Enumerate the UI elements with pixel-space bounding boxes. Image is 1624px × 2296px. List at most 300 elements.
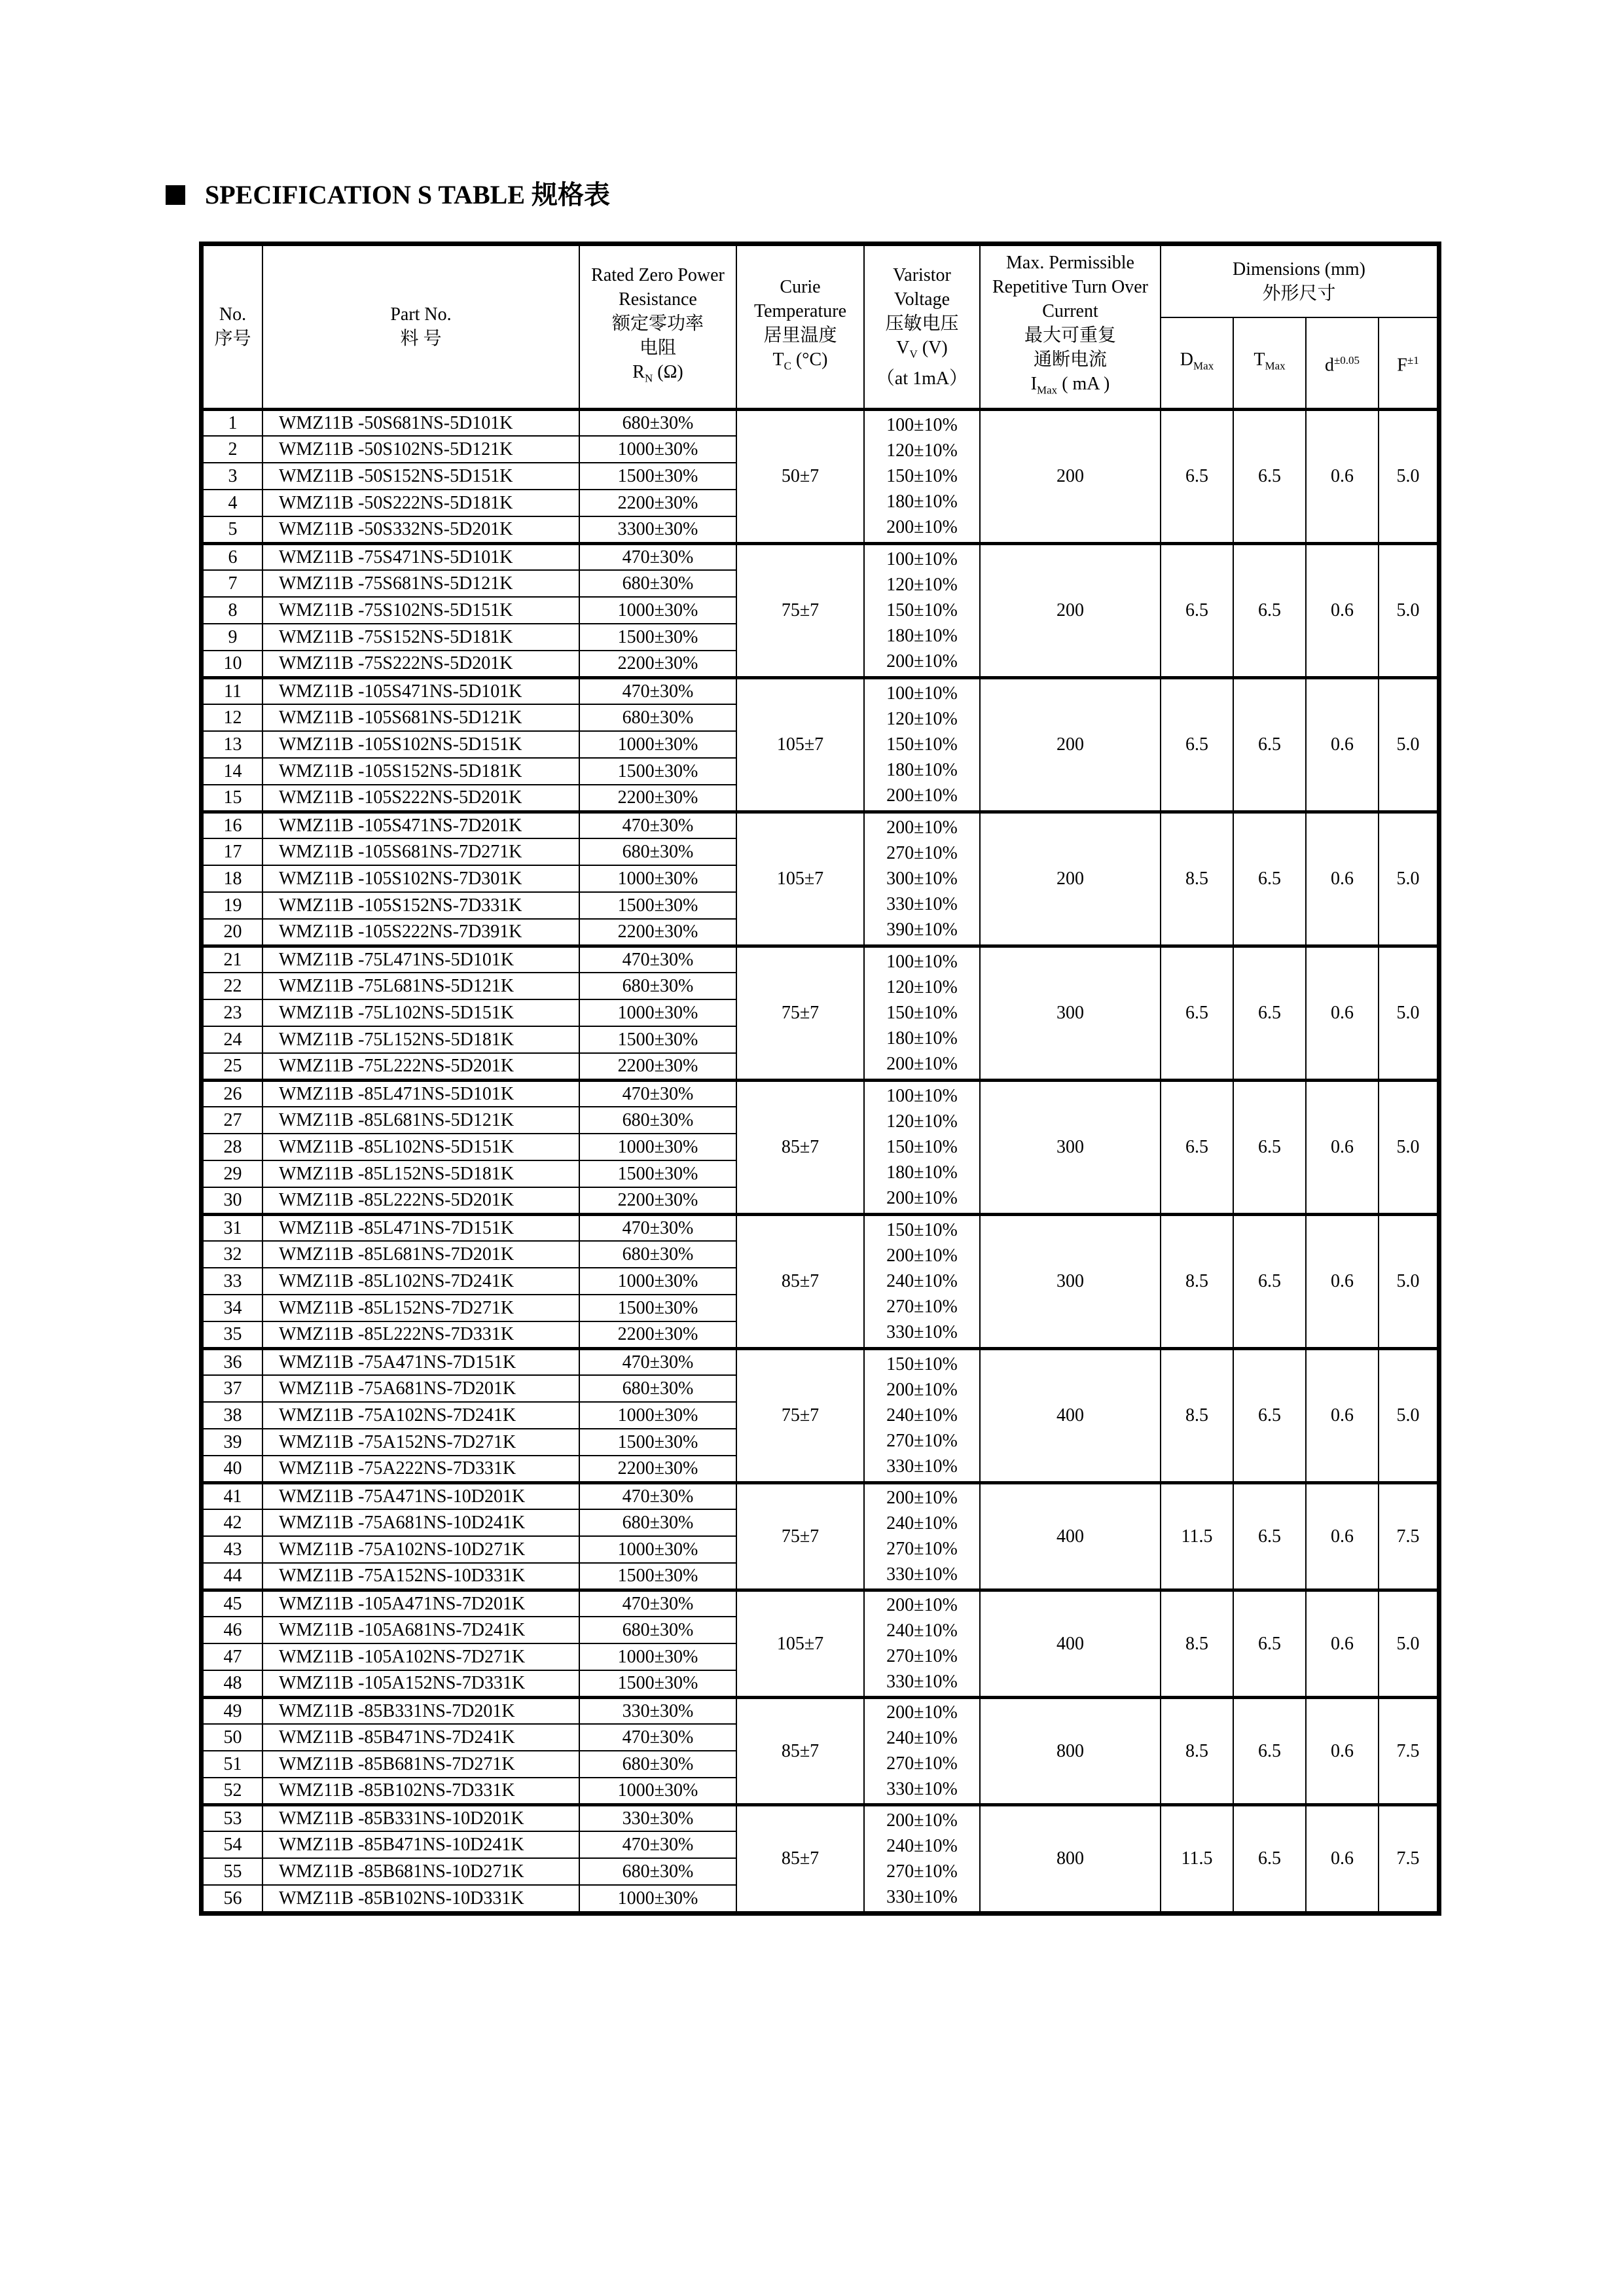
curie-temperature: 50±7	[736, 409, 864, 543]
part-number: WMZ11B -50S681NS-5D101K	[262, 409, 579, 436]
varistor-voltage: 330±10%	[886, 1322, 958, 1342]
varistor-voltage: 150±10%	[886, 466, 958, 486]
varistor-voltage: 200±10%	[886, 517, 958, 537]
row-number: 55	[203, 1858, 262, 1885]
table-row	[203, 409, 1437, 436]
varistor-voltage-list	[864, 677, 980, 812]
resistance-value: 1000±30%	[579, 436, 736, 463]
header-resistance: Rated Zero Power Resistance 额定零功率 电阻 $R_N$ (Ω)	[579, 245, 736, 409]
row-number: 6	[203, 543, 262, 570]
part-number: WMZ11B -75L102NS-5D151K	[262, 999, 579, 1026]
part-number: WMZ11B -85L152NS-7D271K	[262, 1295, 579, 1321]
dimension-t-max: 6.5	[1233, 812, 1306, 946]
varistor-voltage: 120±10%	[886, 440, 958, 461]
row-number: 14	[203, 758, 262, 785]
resistance-value: 680±30%	[579, 1241, 736, 1268]
row-number: 17	[203, 838, 262, 865]
row-number: 53	[203, 1804, 262, 1831]
part-number: WMZ11B -85L681NS-7D201K	[262, 1241, 579, 1268]
varistor-voltage: 200±10%	[886, 1595, 958, 1615]
max-current: 400	[980, 1590, 1161, 1697]
header-max-current: Max. Permissible Repetitive Turn Over Current 最大可重复 通断电流 $I_{Max}$ ( mA )	[980, 245, 1161, 409]
row-number: 45	[203, 1590, 262, 1617]
part-number: WMZ11B -75A152NS-7D271K	[262, 1429, 579, 1456]
resistance-value: 680±30%	[579, 1858, 736, 1885]
max-current: 200	[980, 812, 1161, 946]
max-current: 300	[980, 1080, 1161, 1214]
dimension-lead-diameter: 0.6	[1306, 1590, 1379, 1697]
varistor-voltage: 200±10%	[886, 1380, 958, 1400]
row-number: 31	[203, 1214, 262, 1241]
varistor-voltage: 330±10%	[886, 1886, 958, 1907]
table-row	[203, 677, 1437, 704]
row-number: 41	[203, 1482, 262, 1509]
header-dimensions: Dimensions (mm) 外形尺寸	[1161, 245, 1437, 317]
dimension-lead-diameter: 0.6	[1306, 1804, 1379, 1912]
resistance-value: 2200±30%	[579, 1321, 736, 1348]
resistance-value: 470±30%	[579, 1724, 736, 1751]
black-square-icon	[166, 185, 185, 205]
max-current: 800	[980, 1804, 1161, 1912]
resistance-value: 1000±30%	[579, 1134, 736, 1160]
varistor-voltage: 330±10%	[886, 1672, 958, 1692]
dimension-lead-spacing: 5.0	[1379, 677, 1437, 812]
row-number: 25	[203, 1053, 262, 1080]
varistor-voltage: 100±10%	[886, 415, 958, 435]
part-number: WMZ11B -75A471NS-7D151K	[262, 1348, 579, 1375]
dimension-d-max: 8.5	[1161, 812, 1233, 946]
resistance-value: 3300±30%	[579, 516, 736, 543]
row-number: 5	[203, 516, 262, 543]
resistance-value: 2200±30%	[579, 919, 736, 946]
dimension-d-max: 6.5	[1161, 409, 1233, 543]
varistor-voltage: 240±10%	[886, 1728, 958, 1748]
part-number: WMZ11B -85L102NS-7D241K	[262, 1268, 579, 1295]
varistor-voltage: 150±10%	[886, 1137, 958, 1157]
header-varistor-voltage: Varistor Voltage 压敏电压 $V_V$ (V) （at 1mA）	[864, 245, 980, 409]
dimension-lead-diameter: 0.6	[1306, 946, 1379, 1080]
dimension-d-max: 6.5	[1161, 677, 1233, 812]
varistor-voltage: 200±10%	[886, 1054, 958, 1074]
resistance-value: 1500±30%	[579, 1295, 736, 1321]
part-number: WMZ11B -75L471NS-5D101K	[262, 946, 579, 973]
row-number: 40	[203, 1456, 262, 1482]
row-number: 10	[203, 651, 262, 677]
resistance-value: 1000±30%	[579, 1268, 736, 1295]
part-number: WMZ11B -105S102NS-5D151K	[262, 731, 579, 758]
part-number: WMZ11B -85L681NS-5D121K	[262, 1107, 579, 1134]
part-number: WMZ11B -75A102NS-7D241K	[262, 1402, 579, 1429]
part-number: WMZ11B -50S152NS-5D151K	[262, 463, 579, 490]
row-number: 32	[203, 1241, 262, 1268]
resistance-value: 680±30%	[579, 973, 736, 999]
row-number: 19	[203, 892, 262, 919]
varistor-voltage: 150±10%	[886, 734, 958, 755]
resistance-value: 1500±30%	[579, 758, 736, 785]
dimension-t-max: 6.5	[1233, 946, 1306, 1080]
header-curie-temperature: Curie Temperature 居里温度 $T_C$ (°C)	[736, 245, 864, 409]
varistor-voltage: 100±10%	[886, 952, 958, 972]
row-number: 44	[203, 1563, 262, 1590]
resistance-value: 1500±30%	[579, 892, 736, 919]
spec-table-body	[203, 409, 1437, 1912]
dimension-lead-spacing: 7.5	[1379, 1697, 1437, 1804]
dimension-d-max: 8.5	[1161, 1214, 1233, 1348]
row-number: 34	[203, 1295, 262, 1321]
part-number: WMZ11B -85B102NS-7D331K	[262, 1778, 579, 1804]
dimension-lead-spacing: 5.0	[1379, 543, 1437, 677]
row-number: 16	[203, 812, 262, 838]
specification-table	[202, 245, 1437, 1912]
curie-temperature: 105±7	[736, 1590, 864, 1697]
varistor-voltage: 150±10%	[886, 1003, 958, 1023]
dimension-d-max: 8.5	[1161, 1590, 1233, 1697]
max-current: 400	[980, 1482, 1161, 1590]
dimension-lead-spacing: 5.0	[1379, 1080, 1437, 1214]
dimension-t-max: 6.5	[1233, 409, 1306, 543]
varistor-voltage: 270±10%	[886, 1431, 958, 1451]
part-number: WMZ11B -105S681NS-7D271K	[262, 838, 579, 865]
varistor-voltage: 200±10%	[886, 651, 958, 672]
varistor-voltage: 100±10%	[886, 1086, 958, 1106]
max-current: 200	[980, 677, 1161, 812]
part-number: WMZ11B -105S222NS-7D391K	[262, 919, 579, 946]
dimension-t-max: 6.5	[1233, 1348, 1306, 1482]
header-d-max: $D_{Max}$	[1161, 317, 1233, 409]
curie-temperature: 75±7	[736, 543, 864, 677]
varistor-voltage-list	[864, 1080, 980, 1214]
resistance-value: 2200±30%	[579, 1187, 736, 1214]
row-number: 8	[203, 597, 262, 624]
part-number: WMZ11B -105S471NS-5D101K	[262, 677, 579, 704]
table-row	[203, 1080, 1437, 1107]
resistance-value: 1000±30%	[579, 1643, 736, 1670]
dimension-lead-diameter: 0.6	[1306, 1214, 1379, 1348]
header-lead-spacing: $F^{\pm 1}$	[1379, 317, 1437, 409]
row-number: 3	[203, 463, 262, 490]
part-number: WMZ11B -75S152NS-5D181K	[262, 624, 579, 651]
resistance-value: 2200±30%	[579, 651, 736, 677]
resistance-value: 1500±30%	[579, 1563, 736, 1590]
resistance-value: 470±30%	[579, 1482, 736, 1509]
dimension-lead-spacing: 5.0	[1379, 1214, 1437, 1348]
dimension-lead-spacing: 5.0	[1379, 409, 1437, 543]
varistor-voltage: 200±10%	[886, 817, 958, 838]
varistor-voltage-list	[864, 946, 980, 1080]
dimension-d-max: 8.5	[1161, 1348, 1233, 1482]
dimension-d-max: 6.5	[1161, 946, 1233, 1080]
resistance-value: 2200±30%	[579, 490, 736, 516]
row-number: 48	[203, 1670, 262, 1697]
part-number: WMZ11B -75A152NS-10D331K	[262, 1563, 579, 1590]
varistor-voltage-list	[864, 812, 980, 946]
resistance-value: 680±30%	[579, 704, 736, 731]
part-number: WMZ11B -105A681NS-7D241K	[262, 1617, 579, 1643]
resistance-value: 1000±30%	[579, 1536, 736, 1563]
table-row	[203, 1348, 1437, 1375]
varistor-voltage-list	[864, 1214, 980, 1348]
resistance-value: 470±30%	[579, 946, 736, 973]
row-number: 38	[203, 1402, 262, 1429]
table-row	[203, 1214, 1437, 1241]
part-number: WMZ11B -105S471NS-7D201K	[262, 812, 579, 838]
dimension-d-max: 8.5	[1161, 1697, 1233, 1804]
table-row	[203, 812, 1437, 838]
varistor-voltage: 270±10%	[886, 1753, 958, 1774]
table-row	[203, 1482, 1437, 1509]
varistor-voltage: 240±10%	[886, 1405, 958, 1426]
table-row	[203, 1697, 1437, 1724]
row-number: 46	[203, 1617, 262, 1643]
curie-temperature: 85±7	[736, 1214, 864, 1348]
varistor-voltage-list	[864, 1804, 980, 1912]
part-number: WMZ11B -85B331NS-7D201K	[262, 1697, 579, 1724]
row-number: 23	[203, 999, 262, 1026]
max-current: 200	[980, 543, 1161, 677]
part-number: WMZ11B -75L222NS-5D201K	[262, 1053, 579, 1080]
row-number: 39	[203, 1429, 262, 1456]
varistor-voltage: 200±10%	[886, 785, 958, 806]
part-number: WMZ11B -75A681NS-10D241K	[262, 1509, 579, 1536]
resistance-value: 1000±30%	[579, 1885, 736, 1912]
curie-temperature: 75±7	[736, 946, 864, 1080]
part-number: WMZ11B -105S152NS-7D331K	[262, 892, 579, 919]
dimension-t-max: 6.5	[1233, 1697, 1306, 1804]
dimension-lead-diameter: 0.6	[1306, 1348, 1379, 1482]
part-number: WMZ11B -85B102NS-10D331K	[262, 1885, 579, 1912]
resistance-value: 470±30%	[579, 1080, 736, 1107]
resistance-value: 470±30%	[579, 543, 736, 570]
part-number: WMZ11B -50S332NS-5D201K	[262, 516, 579, 543]
resistance-value: 470±30%	[579, 812, 736, 838]
row-number: 43	[203, 1536, 262, 1563]
dimension-t-max: 6.5	[1233, 1590, 1306, 1697]
dimension-d-max: 6.5	[1161, 543, 1233, 677]
row-number: 22	[203, 973, 262, 999]
varistor-voltage: 180±10%	[886, 1028, 958, 1049]
row-number: 47	[203, 1643, 262, 1670]
row-number: 30	[203, 1187, 262, 1214]
max-current: 800	[980, 1697, 1161, 1804]
dimension-lead-spacing: 5.0	[1379, 946, 1437, 1080]
curie-temperature: 75±7	[736, 1482, 864, 1590]
dimension-t-max: 6.5	[1233, 1482, 1306, 1590]
part-number: WMZ11B -75L681NS-5D121K	[262, 973, 579, 999]
row-number: 56	[203, 1885, 262, 1912]
part-number: WMZ11B -85B681NS-10D271K	[262, 1858, 579, 1885]
page-title-text: SPECIFICATION S TABLE 规格表	[205, 180, 611, 209]
varistor-voltage: 100±10%	[886, 549, 958, 569]
resistance-value: 1500±30%	[579, 1670, 736, 1697]
part-number: WMZ11B -105A152NS-7D331K	[262, 1670, 579, 1697]
header-t-max: $T_{Max}$	[1233, 317, 1306, 409]
varistor-voltage-list	[864, 1590, 980, 1697]
varistor-voltage: 300±10%	[886, 869, 958, 889]
resistance-value: 470±30%	[579, 1590, 736, 1617]
part-number: WMZ11B -75L152NS-5D181K	[262, 1026, 579, 1053]
dimension-d-max: 11.5	[1161, 1482, 1233, 1590]
dimension-lead-diameter: 0.6	[1306, 1080, 1379, 1214]
row-number: 36	[203, 1348, 262, 1375]
varistor-voltage: 240±10%	[886, 1271, 958, 1291]
varistor-voltage: 200±10%	[886, 1488, 958, 1508]
dimension-lead-diameter: 0.6	[1306, 543, 1379, 677]
row-number: 51	[203, 1751, 262, 1778]
varistor-voltage: 150±10%	[886, 600, 958, 620]
varistor-voltage: 120±10%	[886, 977, 958, 997]
varistor-voltage: 200±10%	[886, 1188, 958, 1208]
resistance-value: 470±30%	[579, 1831, 736, 1858]
row-number: 20	[203, 919, 262, 946]
row-number: 42	[203, 1509, 262, 1536]
varistor-voltage: 120±10%	[886, 709, 958, 729]
row-number: 18	[203, 865, 262, 892]
varistor-voltage: 150±10%	[886, 1354, 958, 1374]
varistor-voltage: 180±10%	[886, 760, 958, 780]
dimension-lead-diameter: 0.6	[1306, 409, 1379, 543]
part-number: WMZ11B -85L222NS-7D331K	[262, 1321, 579, 1348]
row-number: 52	[203, 1778, 262, 1804]
part-number: WMZ11B -85B471NS-10D241K	[262, 1831, 579, 1858]
resistance-value: 2200±30%	[579, 785, 736, 812]
varistor-voltage: 100±10%	[886, 683, 958, 704]
part-number: WMZ11B -105S152NS-5D181K	[262, 758, 579, 785]
dimension-d-max: 6.5	[1161, 1080, 1233, 1214]
row-number: 27	[203, 1107, 262, 1134]
row-number: 7	[203, 570, 262, 597]
part-number: WMZ11B -75A681NS-7D201K	[262, 1375, 579, 1402]
resistance-value: 1500±30%	[579, 624, 736, 651]
varistor-voltage: 240±10%	[886, 1835, 958, 1856]
varistor-voltage-list	[864, 543, 980, 677]
resistance-value: 680±30%	[579, 570, 736, 597]
dimension-d-max: 11.5	[1161, 1804, 1233, 1912]
dimension-lead-diameter: 0.6	[1306, 812, 1379, 946]
resistance-value: 680±30%	[579, 1617, 736, 1643]
varistor-voltage: 180±10%	[886, 626, 958, 646]
part-number: WMZ11B -75S222NS-5D201K	[262, 651, 579, 677]
resistance-value: 1000±30%	[579, 999, 736, 1026]
row-number: 37	[203, 1375, 262, 1402]
varistor-voltage: 330±10%	[886, 1564, 958, 1585]
varistor-voltage: 180±10%	[886, 1162, 958, 1183]
varistor-voltage: 390±10%	[886, 920, 958, 940]
varistor-voltage: 270±10%	[886, 1539, 958, 1559]
resistance-value: 330±30%	[579, 1804, 736, 1831]
resistance-value: 680±30%	[579, 409, 736, 436]
resistance-value: 470±30%	[579, 1214, 736, 1241]
max-current: 300	[980, 946, 1161, 1080]
dimension-lead-diameter: 0.6	[1306, 1697, 1379, 1804]
dimension-lead-spacing: 5.0	[1379, 1348, 1437, 1482]
varistor-voltage: 330±10%	[886, 1456, 958, 1477]
curie-temperature: 105±7	[736, 812, 864, 946]
table-row	[203, 946, 1437, 973]
curie-temperature: 85±7	[736, 1080, 864, 1214]
resistance-value: 680±30%	[579, 838, 736, 865]
dimension-lead-spacing: 7.5	[1379, 1804, 1437, 1912]
part-number: WMZ11B -75S681NS-5D121K	[262, 570, 579, 597]
varistor-voltage-list	[864, 1348, 980, 1482]
row-number: 29	[203, 1160, 262, 1187]
curie-temperature: 105±7	[736, 677, 864, 812]
spec-table	[202, 245, 1438, 1912]
resistance-value: 680±30%	[579, 1751, 736, 1778]
varistor-voltage-list	[864, 1697, 980, 1804]
varistor-voltage-list	[864, 1482, 980, 1590]
dimension-lead-spacing: 5.0	[1379, 812, 1437, 946]
row-number: 21	[203, 946, 262, 973]
header-no: No. 序号	[203, 245, 262, 409]
row-number: 2	[203, 436, 262, 463]
curie-temperature: 85±7	[736, 1804, 864, 1912]
resistance-value: 1500±30%	[579, 1429, 736, 1456]
dimension-lead-diameter: 0.6	[1306, 677, 1379, 812]
row-number: 12	[203, 704, 262, 731]
part-number: WMZ11B -85B471NS-7D241K	[262, 1724, 579, 1751]
max-current: 200	[980, 409, 1161, 543]
varistor-voltage-list	[864, 409, 980, 543]
varistor-voltage: 270±10%	[886, 1297, 958, 1317]
resistance-value: 1500±30%	[579, 463, 736, 490]
dimension-t-max: 6.5	[1233, 1080, 1306, 1214]
dimension-t-max: 6.5	[1233, 543, 1306, 677]
part-number: WMZ11B -105S222NS-5D201K	[262, 785, 579, 812]
row-number: 26	[203, 1080, 262, 1107]
varistor-voltage: 330±10%	[886, 894, 958, 914]
row-number: 15	[203, 785, 262, 812]
varistor-voltage: 240±10%	[886, 1621, 958, 1641]
varistor-voltage: 270±10%	[886, 1861, 958, 1882]
row-number: 49	[203, 1697, 262, 1724]
max-current: 400	[980, 1348, 1161, 1482]
part-number: WMZ11B -75A102NS-10D271K	[262, 1536, 579, 1563]
max-current: 300	[980, 1214, 1161, 1348]
part-number: WMZ11B -85B681NS-7D271K	[262, 1751, 579, 1778]
resistance-value: 680±30%	[579, 1509, 736, 1536]
resistance-value: 1000±30%	[579, 865, 736, 892]
row-number: 50	[203, 1724, 262, 1751]
resistance-value: 470±30%	[579, 677, 736, 704]
part-number: WMZ11B -85L222NS-5D201K	[262, 1187, 579, 1214]
table-row	[203, 1590, 1437, 1617]
varistor-voltage: 200±10%	[886, 1810, 958, 1831]
resistance-value: 2200±30%	[579, 1053, 736, 1080]
row-number: 4	[203, 490, 262, 516]
table-row	[203, 543, 1437, 570]
part-number: WMZ11B -75A471NS-10D201K	[262, 1482, 579, 1509]
varistor-voltage: 270±10%	[886, 843, 958, 863]
varistor-voltage: 120±10%	[886, 1111, 958, 1132]
row-number: 33	[203, 1268, 262, 1295]
part-number: WMZ11B -75S471NS-5D101K	[262, 543, 579, 570]
part-number: WMZ11B -105A471NS-7D201K	[262, 1590, 579, 1617]
resistance-value: 1000±30%	[579, 1402, 736, 1429]
part-number: WMZ11B -85L152NS-5D181K	[262, 1160, 579, 1187]
dimension-t-max: 6.5	[1233, 1214, 1306, 1348]
resistance-value: 1000±30%	[579, 731, 736, 758]
resistance-value: 330±30%	[579, 1697, 736, 1724]
part-number: WMZ11B -50S102NS-5D121K	[262, 436, 579, 463]
varistor-voltage: 150±10%	[886, 1220, 958, 1240]
row-number: 11	[203, 677, 262, 704]
resistance-value: 2200±30%	[579, 1456, 736, 1482]
part-number: WMZ11B -85L102NS-5D151K	[262, 1134, 579, 1160]
dimension-t-max: 6.5	[1233, 1804, 1306, 1912]
dimension-t-max: 6.5	[1233, 677, 1306, 812]
row-number: 35	[203, 1321, 262, 1348]
row-number: 24	[203, 1026, 262, 1053]
